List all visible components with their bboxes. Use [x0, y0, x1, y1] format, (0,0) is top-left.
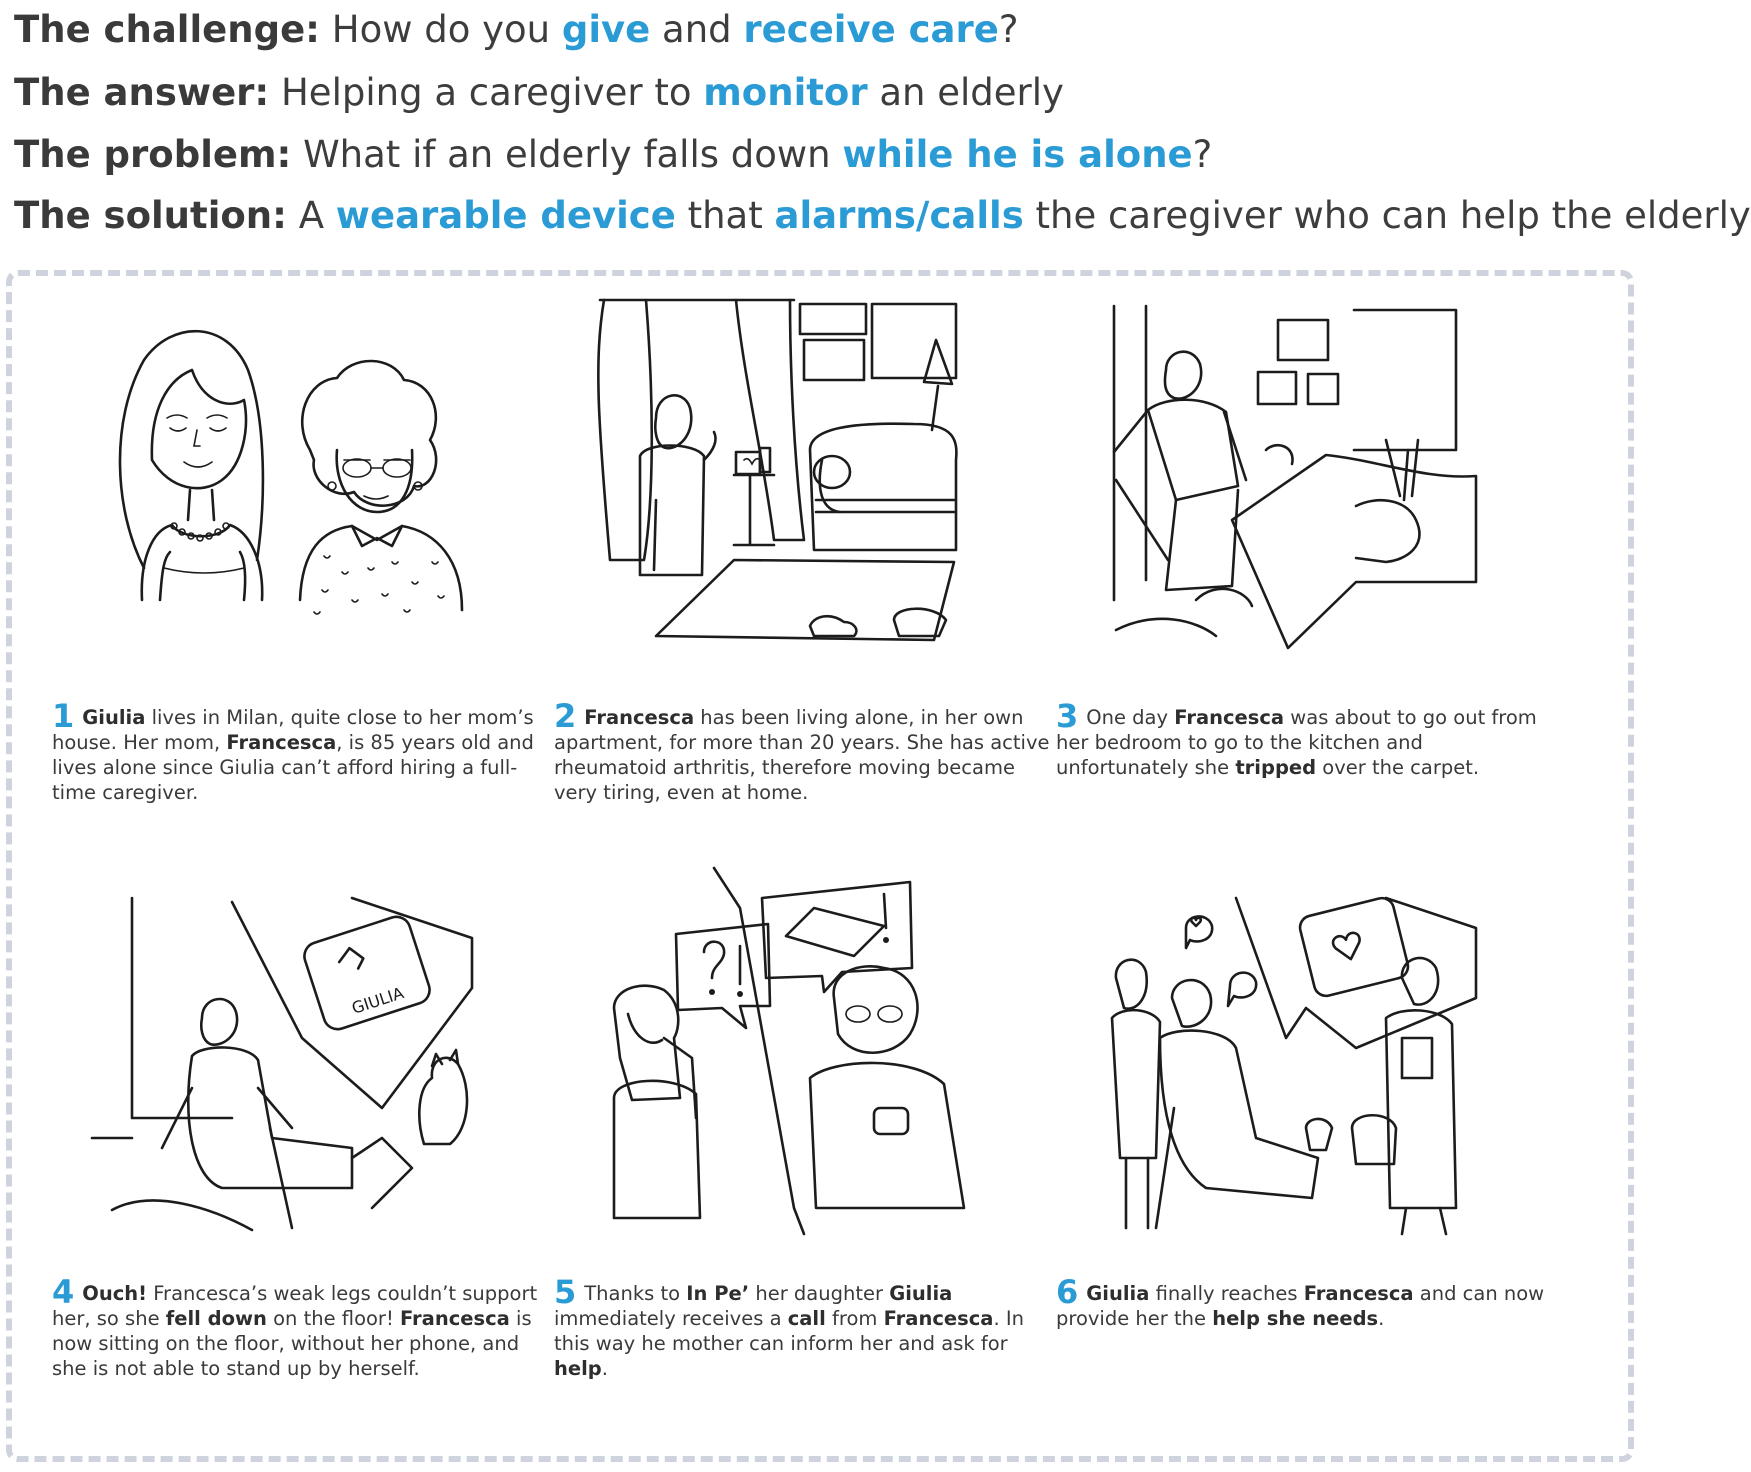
solution-text-end: the caregiver who can help the elderly [1035, 194, 1751, 237]
caption-bold-text: Francesca [883, 1307, 994, 1330]
problem-line [14, 133, 1212, 177]
answer-highlight: monitor [703, 71, 868, 114]
challenge-highlight-give: give [561, 8, 651, 51]
challenge-text: How do you [331, 8, 551, 51]
illustration-francesca-fallen [52, 888, 554, 1278]
caption-bold-text: Francesca [1303, 1282, 1414, 1305]
challenge-highlight-receive: receive care [743, 8, 999, 51]
solution-highlight-device: wearable device [335, 194, 676, 237]
challenge-text-and: and [662, 8, 732, 51]
panel-1-caption [52, 697, 554, 805]
answer-line [14, 71, 1064, 115]
caption-text: and can now provide her the [1056, 1282, 1545, 1330]
caption-text: is now sitting on the floor, without her phone, and she is not able to stand up by herself. [52, 1307, 532, 1380]
caption-text: . [1378, 1307, 1385, 1330]
caption-bold-text: Francesca [1174, 706, 1285, 729]
caption-text: on the floor! [266, 1307, 400, 1330]
caption-text: . In this way he mother can inform her and ask for [554, 1307, 1024, 1355]
caption-bold-text: help she needs [1212, 1307, 1379, 1330]
caption-bold-text: help [554, 1357, 602, 1380]
caption-text: from [825, 1307, 884, 1330]
solution-line [14, 194, 1751, 238]
panel-number: 4 [52, 1273, 75, 1311]
panel-2-caption [554, 697, 1056, 805]
illustration-giulia-and-francesca [52, 300, 554, 690]
solution-highlight-alarms: alarms/calls [774, 194, 1024, 237]
caption-text: immediately receives a [554, 1307, 788, 1330]
caption-bold-text: fell down [165, 1307, 267, 1330]
panel-number: 6 [1056, 1273, 1079, 1311]
caption-text: her daughter [749, 1282, 890, 1305]
caption-bold-text: Giulia [82, 706, 146, 729]
panel-4-caption [52, 1273, 554, 1381]
solution-label: The solution: [14, 194, 287, 237]
panel-number: 5 [554, 1273, 577, 1311]
caption-text: , is 85 years old and lives alone since Giulia can’t afford hiring a full-time caregiver. [52, 731, 534, 804]
panel-6-caption [1056, 1273, 1558, 1331]
caption-bold-text: Francesca [399, 1307, 510, 1330]
challenge-qmark: ? [998, 8, 1019, 51]
challenge-label: The challenge: [14, 8, 320, 51]
answer-label: The answer: [14, 71, 270, 114]
caption-text: One day [1086, 706, 1175, 729]
caption-bold-text: call [787, 1307, 826, 1330]
panel-3-caption [1056, 697, 1558, 780]
device-label: GIULIA [349, 983, 407, 1018]
caption-bold-text: In Pe’ [686, 1282, 750, 1305]
caption-bold-text: Ouch! [82, 1282, 148, 1305]
caption-bold-text: Giulia [1086, 1282, 1150, 1305]
caption-text: . [601, 1357, 608, 1380]
answer-text: Helping a caregiver to [280, 71, 692, 114]
caption-text: Francesca’s weak legs couldn’t support her, so she [52, 1282, 538, 1330]
illustration-francesca-tripping [1056, 300, 1558, 690]
caption-text: Thanks to [584, 1282, 687, 1305]
solution-text: A [298, 194, 325, 237]
problem-highlight: while he is alone [842, 133, 1193, 176]
caption-text: over the carpet. [1316, 756, 1480, 779]
caption-text: has been living alone, in her own apartment, for more than 20 years. She has active rheumatoid arthritis, therefore moving became very tiring, even at home. [554, 706, 1050, 804]
challenge-line [14, 8, 1018, 52]
caption-text: finally reaches [1149, 1282, 1304, 1305]
caption-bold-text: Francesca [226, 731, 337, 754]
caption-text: lives in Milan, quite close to her mom’s house. Her mom, [52, 706, 534, 754]
caption-bold-text: Giulia [889, 1282, 953, 1305]
answer-text-end: an elderly [879, 71, 1064, 114]
solution-text-that: that [687, 194, 763, 237]
illustration-giulia-helps-francesca [1056, 888, 1558, 1278]
panel-number: 2 [554, 697, 577, 735]
panel-5-caption [554, 1273, 1056, 1381]
problem-label: The problem: [14, 133, 292, 176]
problem-qmark: ? [1192, 133, 1213, 176]
illustration-giulia-receives-call [554, 888, 1056, 1278]
illustration-francesca-living-room [554, 300, 1056, 690]
caption-bold-text: Francesca [584, 706, 695, 729]
panel-number: 3 [1056, 697, 1079, 735]
problem-text: What if an elderly falls down [303, 133, 831, 176]
caption-bold-text: tripped [1235, 756, 1317, 779]
caption-text: was about to go out from her bedroom to go to the kitchen and unfortunately she [1056, 706, 1537, 779]
panel-number: 1 [52, 697, 75, 735]
